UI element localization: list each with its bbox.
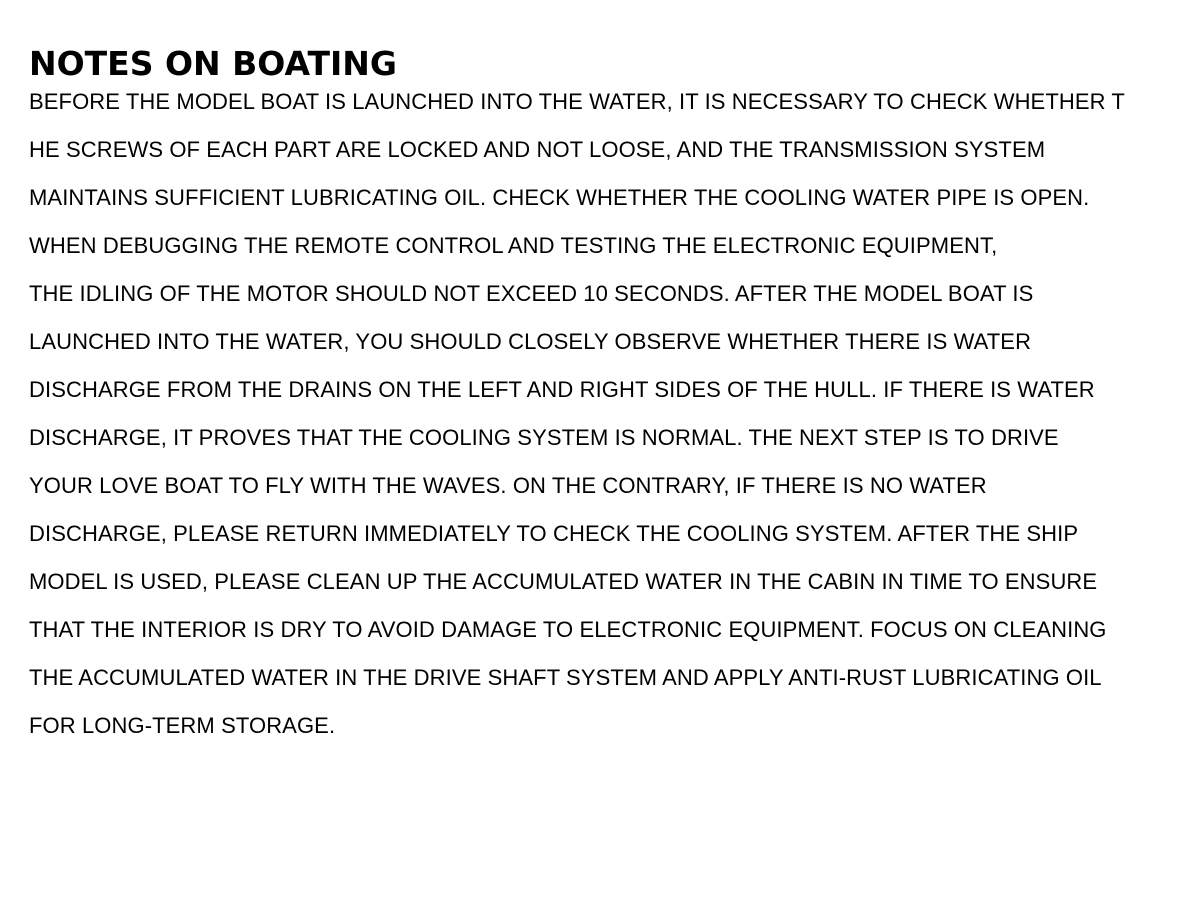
document-body	[29, 78, 1179, 750]
body-line: THE IDLING OF THE MOTOR SHOULD NOT EXCEED 10 SECONDS. AFTER THE MODEL BOAT IS	[29, 281, 1034, 306]
document-title: NOTES ON BOATING	[29, 44, 397, 83]
body-line: FOR LONG-TERM STORAGE.	[29, 713, 336, 738]
body-line: BEFORE THE MODEL BOAT IS LAUNCHED INTO THE WATER, IT IS NECESSARY TO CHECK WHETHER T	[29, 89, 1125, 114]
body-line: DISCHARGE, IT PROVES THAT THE COOLING SYSTEM IS NORMAL. THE NEXT STEP IS TO DRIVE	[29, 425, 1059, 450]
body-line: MAINTAINS SUFFICIENT LUBRICATING OIL. CHECK WHETHER THE COOLING WATER PIPE IS OPEN.	[29, 185, 1090, 210]
body-line: DISCHARGE FROM THE DRAINS ON THE LEFT AND RIGHT SIDES OF THE HULL. IF THERE IS WATER	[29, 377, 1095, 402]
body-line: THE ACCUMULATED WATER IN THE DRIVE SHAFT SYSTEM AND APPLY ANTI-RUST LUBRICATING OIL	[29, 665, 1102, 690]
body-line: YOUR LOVE BOAT TO FLY WITH THE WAVES. ON THE CONTRARY, IF THERE IS NO WATER	[29, 473, 987, 498]
body-line: LAUNCHED INTO THE WATER, YOU SHOULD CLOSELY OBSERVE WHETHER THERE IS WATER	[29, 329, 1032, 354]
body-line: DISCHARGE, PLEASE RETURN IMMEDIATELY TO CHECK THE COOLING SYSTEM. AFTER THE SHIP	[29, 521, 1079, 546]
body-line: THAT THE INTERIOR IS DRY TO AVOID DAMAGE TO ELECTRONIC EQUIPMENT. FOCUS ON CLEANING	[29, 617, 1107, 642]
body-line: MODEL IS USED, PLEASE CLEAN UP THE ACCUMULATED WATER IN THE CABIN IN TIME TO ENSURE	[29, 569, 1098, 594]
body-line: HE SCREWS OF EACH PART ARE LOCKED AND NOT LOOSE, AND THE TRANSMISSION SYSTEM	[29, 137, 1046, 162]
body-line: WHEN DEBUGGING THE REMOTE CONTROL AND TESTING THE ELECTRONIC EQUIPMENT,	[29, 233, 998, 258]
